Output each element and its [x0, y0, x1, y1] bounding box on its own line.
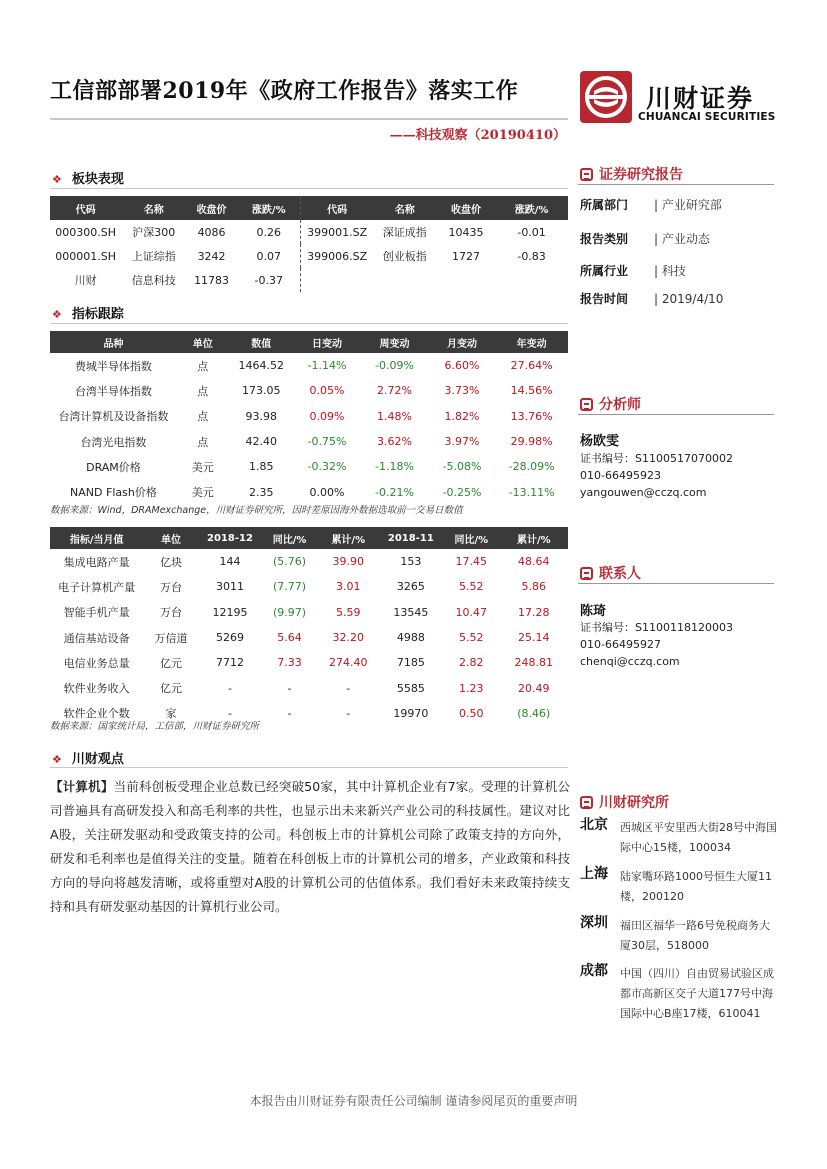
table-cell: 20.49 [518, 681, 550, 695]
table-cell: 7712 [215, 656, 244, 670]
table-header: 同比/% [443, 527, 500, 549]
table-cell [301, 268, 373, 292]
analyst-phone: 010-66495923 [580, 469, 661, 482]
analyst-name: 杨欧雯 [580, 434, 620, 449]
table-cell: -0.83 [517, 249, 546, 263]
table-row [50, 650, 568, 675]
sidebar-divider [578, 184, 774, 185]
sidebar-divider [578, 414, 774, 415]
table-row [50, 378, 568, 403]
table-cell: 点 [197, 410, 209, 424]
info-row-date: 报告时间 | 2019/4/10 [580, 292, 724, 306]
info-row-category: 报告类别 | 产业动态 [580, 232, 710, 246]
logo-icon [580, 71, 632, 123]
table-cell: 17.45 [455, 555, 488, 569]
table-cell: 川财 [74, 274, 97, 287]
section-divider [50, 188, 568, 189]
contact-email[interactable]: chenqi@cczq.com [580, 655, 680, 668]
table-row [50, 675, 568, 700]
table-cell: 2.72% [377, 384, 412, 398]
table-cell: 000001.SH [55, 249, 117, 263]
table-cell [373, 268, 437, 292]
table-row [50, 625, 568, 650]
table-cell: 台湾光电指数 [80, 435, 147, 449]
index-table [50, 331, 568, 505]
table-header: 数值 [229, 331, 294, 353]
table-cell: 144 [219, 555, 241, 569]
table-cell: (8.46) [517, 706, 551, 720]
table-cell: 1.82% [444, 409, 480, 423]
table-cell: 3265 [396, 580, 425, 594]
table-cell: 亿元 [160, 656, 183, 670]
table-cell: - [227, 681, 232, 695]
table-row [50, 404, 568, 429]
table-header: 收盘价 [186, 196, 237, 220]
table-cell: 29.98% [510, 435, 553, 449]
contact-name: 陈琦 [580, 604, 607, 619]
table-cell: 7.33 [277, 656, 302, 670]
table-cell: 万台 [160, 606, 183, 620]
table-cell: 6.60% [444, 359, 480, 373]
info-row-dept: 所属部门 | 产业研究部 [580, 198, 722, 212]
table-cell: 万台 [160, 580, 183, 594]
table-row [50, 600, 568, 625]
office-address: 福田区福华一路6号免税商务大厦30层，518000 [620, 919, 770, 952]
table-header-row [50, 331, 568, 353]
table-cell: 5585 [396, 681, 425, 695]
table-header: 单位 [177, 331, 229, 353]
contact-heading: 联系人 [580, 563, 641, 583]
table-cell: 0.26 [256, 225, 281, 239]
table-cell: 399006.SZ [301, 244, 373, 268]
table-cell: 台湾计算机及设备指数 [58, 410, 169, 424]
table-header: 年变动 [495, 331, 568, 353]
table-row [50, 244, 568, 268]
table-row [50, 429, 568, 454]
table-cell: -1.14% [307, 359, 347, 373]
table-header: 月变动 [429, 331, 496, 353]
table-cell: 3.73% [444, 384, 480, 398]
table-cell: 32.20 [332, 631, 365, 645]
table-header: 涨跌/% [237, 196, 301, 220]
table-cell: 000300.SH [55, 225, 117, 239]
contact-cert: 证书编号：S1100118120003 [580, 621, 733, 634]
table-header: 同比/% [261, 527, 318, 549]
table-cell: 10435 [448, 225, 484, 239]
table-cell: 93.98 [245, 409, 277, 423]
table-cell: 39.90 [332, 555, 365, 569]
month-source-note: 数据来源：国家统计局，工信部，川财证券研究所 [50, 721, 260, 732]
table-cell: 点 [197, 384, 209, 398]
table-header-row [50, 527, 568, 549]
table-cell: 19970 [393, 706, 429, 720]
report-heading: 证券研究报告 [580, 164, 683, 184]
table-header: 单位 [143, 527, 198, 549]
table-cell: 3011 [215, 580, 244, 594]
table-cell: -0.09% [375, 359, 414, 373]
table-cell: 亿元 [160, 682, 183, 696]
section-divider [50, 767, 568, 768]
table-cell: 5269 [215, 631, 244, 645]
table-cell: 1464.52 [238, 359, 284, 373]
index-source-note: 数据来源：Wind，DRAMexchange，川财证券研究所，因时差原因海外数据选取前一交易日数值 [50, 505, 463, 516]
table-cell: -1.18% [375, 460, 414, 474]
institute-icon [580, 796, 593, 809]
diamond-icon: ❖ [52, 308, 62, 321]
table-cell: -28.09% [508, 460, 555, 474]
table-cell: 5.64 [277, 631, 302, 645]
table-header: 品种 [50, 331, 177, 353]
section-indicator-heading: ❖ 指标跟踪 [52, 307, 124, 322]
diamond-icon: ❖ [52, 173, 62, 186]
table-cell: 173.05 [241, 384, 281, 398]
section-divider [50, 323, 568, 324]
table-cell: 3.62% [377, 435, 412, 449]
table-cell: 上证综指 [131, 250, 176, 263]
table-row [50, 479, 568, 504]
table-cell: 软件业务收入 [63, 682, 130, 696]
table-cell [437, 268, 495, 292]
institute-heading: 川财研究所 [580, 792, 669, 812]
section-view-heading: ❖ 川财观点 [52, 752, 124, 767]
table-cell: 153 [400, 555, 422, 569]
analyst-heading: 分析师 [580, 394, 641, 414]
table-cell: 0.07 [256, 249, 281, 263]
table-cell: (9.97) [273, 605, 307, 619]
office-address: 陆家嘴环路1000号恒生大厦11楼，200120 [620, 870, 772, 903]
contact-phone: 010-66495927 [580, 638, 661, 651]
plate-table [50, 196, 568, 292]
page-footer: 本报告由川财证券有限责任公司编制 谨请参阅尾页的重要声明 [249, 1094, 578, 1108]
table-cell: 399001.SZ [301, 220, 373, 244]
table-cell: 48.64 [518, 555, 550, 569]
section-plate-heading: ❖ 板块表现 [52, 172, 124, 187]
table-cell: 0.00% [309, 485, 345, 499]
title-divider [50, 118, 568, 120]
table-cell: 创业板指 [382, 250, 427, 263]
table-cell: 沪深300 [132, 226, 176, 239]
table-cell: -5.08% [442, 460, 482, 474]
logo-text-en: CHUANCAI SECURITIES [638, 111, 776, 123]
table-cell: 5.52 [459, 631, 484, 645]
table-cell: 集成电路产量 [63, 555, 130, 569]
table-cell: 5.59 [336, 605, 361, 619]
office-city: 上海 [580, 866, 608, 882]
sidebar-divider [578, 583, 774, 584]
table-cell: 电子计算机产量 [58, 580, 136, 594]
contact-icon [580, 567, 593, 580]
table-cell: 1.85 [248, 460, 274, 474]
analyst-icon [580, 398, 593, 411]
table-cell: 42.40 [245, 435, 277, 449]
table-header: 代码 [50, 196, 121, 220]
table-cell: 0.09% [309, 409, 345, 423]
table-cell: 5.86 [521, 580, 547, 594]
table-cell: 1.48% [377, 409, 412, 423]
table-cell: 软件企业个数 [63, 707, 130, 721]
table-cell: - [227, 706, 232, 720]
table-row [50, 574, 568, 599]
table-cell: 费城半导体指数 [74, 359, 152, 373]
office-address: 中国（四川）自由贸易试验区成都市高新区交子大道177号中海国际中心B座17楼，610041 [620, 967, 774, 1020]
office-city: 深圳 [580, 915, 608, 931]
table-cell: 13.76% [510, 409, 553, 423]
table-row [50, 454, 568, 479]
table-cell: (7.77) [273, 580, 307, 594]
table-cell: 13545 [393, 605, 429, 619]
table-header: 2018-11 [379, 527, 443, 549]
table-cell: - [287, 681, 292, 695]
table-cell: (5.76) [273, 555, 307, 569]
info-row-industry: 所属行业 | 科技 [580, 264, 686, 278]
office-city: 成都 [580, 963, 608, 979]
analyst-cert: 证书编号：S1100517070002 [580, 452, 733, 465]
table-cell: 电信业务总量 [63, 656, 130, 670]
table-cell: 274.40 [329, 656, 368, 670]
table-cell: -0.21% [375, 485, 414, 499]
page-title: 工信部部署2019年《政府工作报告》落实工作 [50, 78, 519, 104]
table-cell: 3.97% [444, 435, 480, 449]
table-row [50, 268, 568, 292]
table-cell: DRAM价格 [86, 460, 141, 474]
table-cell: 深证成指 [382, 226, 427, 239]
table-cell: 12195 [212, 605, 248, 619]
table-header: 累计/% [500, 527, 568, 549]
table-cell: 0.50 [459, 706, 484, 720]
table-header: 涨跌/% [495, 196, 568, 220]
table-cell: 通信基站设备 [63, 631, 130, 645]
table-cell: 台湾半导体指数 [74, 384, 152, 398]
table-cell [495, 268, 568, 292]
table-header: 周变动 [360, 331, 428, 353]
view-tag: 【计算机】 [50, 779, 114, 794]
table-cell: 点 [197, 435, 209, 449]
table-cell: 亿块 [160, 555, 183, 569]
table-cell: NAND Flash价格 [70, 486, 157, 500]
table-cell: 信息科技 [131, 274, 176, 287]
table-row [50, 220, 568, 244]
table-header-row [50, 196, 568, 220]
table-cell: 家 [165, 707, 177, 721]
table-cell: 4988 [396, 631, 425, 645]
table-cell: - [346, 706, 351, 720]
table-cell: 248.81 [514, 656, 554, 670]
office-city: 北京 [580, 817, 608, 833]
table-header: 收盘价 [437, 196, 495, 220]
diamond-icon: ❖ [52, 753, 62, 766]
table-cell: -0.37 [254, 273, 283, 287]
report-icon [580, 168, 593, 181]
table-cell: 点 [197, 359, 209, 373]
table-cell: 27.64% [510, 359, 553, 373]
table-header: 指标/当月值 [50, 527, 143, 549]
table-cell: 5.52 [459, 580, 484, 594]
page-subtitle: ——科技观察（20190410） [389, 128, 566, 143]
table-cell: -0.25% [442, 485, 482, 499]
table-row [50, 353, 568, 378]
table-cell: -0.32% [307, 460, 347, 474]
table-cell: - [346, 681, 351, 695]
table-cell: 10.47 [455, 605, 488, 619]
table-header: 日变动 [294, 331, 361, 353]
office-address: 西城区平安里西大街28号中海国际中心15楼，100034 [620, 821, 777, 854]
table-cell: 0.05% [309, 384, 345, 398]
logo-text-cn: 川财证券 [646, 84, 755, 113]
month-table [50, 527, 568, 726]
table-cell: 1.23 [459, 681, 484, 695]
table-cell: 2.82 [459, 656, 484, 670]
table-cell: 25.14 [518, 631, 550, 645]
table-cell: 2.35 [248, 485, 274, 499]
table-cell: 美元 [191, 486, 214, 500]
table-cell: 万信道 [154, 631, 188, 645]
table-cell: 1727 [452, 249, 480, 263]
table-cell: 17.28 [518, 605, 550, 619]
table-header: 累计/% [318, 527, 379, 549]
table-header: 名称 [121, 196, 186, 220]
table-cell: 3242 [197, 249, 226, 263]
table-cell: -13.11% [508, 485, 555, 499]
table-header: 代码 [301, 196, 373, 220]
table-cell: 11783 [194, 273, 230, 287]
table-cell: 14.56% [510, 384, 553, 398]
table-cell: - [287, 706, 292, 720]
table-cell: 智能手机产量 [63, 606, 130, 620]
table-header: 名称 [373, 196, 437, 220]
table-row [50, 549, 568, 574]
table-cell: 4086 [197, 225, 226, 239]
analyst-email[interactable]: yangouwen@cczq.com [580, 486, 707, 499]
view-text: 当前科创板受理企业总数已经突破50家，其中计算机企业有7家。受理的计算机公司普遍具有高研发投入和高毛利率的共性，也显示出未来新兴产业公司的科技属性。建议对比A股，关注研发驱动和受政策支持的公司。科创板上市的计算机公司除了政策支持的方向外，研发和毛利率也是值得关注的变量。随着在科创板上市的计算机公司的增多，产业政策和科技方向的导向将越发清晰，或将重塑对A股的计算机公司的估值体系。我们看好未来政策持续支持和具有研发驱动基因的计算机行业公司。 [50, 779, 570, 914]
table-cell: -0.01 [517, 225, 546, 239]
table-cell: 7185 [396, 656, 425, 670]
table-cell: 3.01 [336, 580, 361, 594]
table-cell: -0.75% [307, 435, 347, 449]
view-paragraph [50, 775, 570, 919]
table-header: 2018-12 [199, 527, 261, 549]
table-cell: 美元 [191, 460, 214, 474]
